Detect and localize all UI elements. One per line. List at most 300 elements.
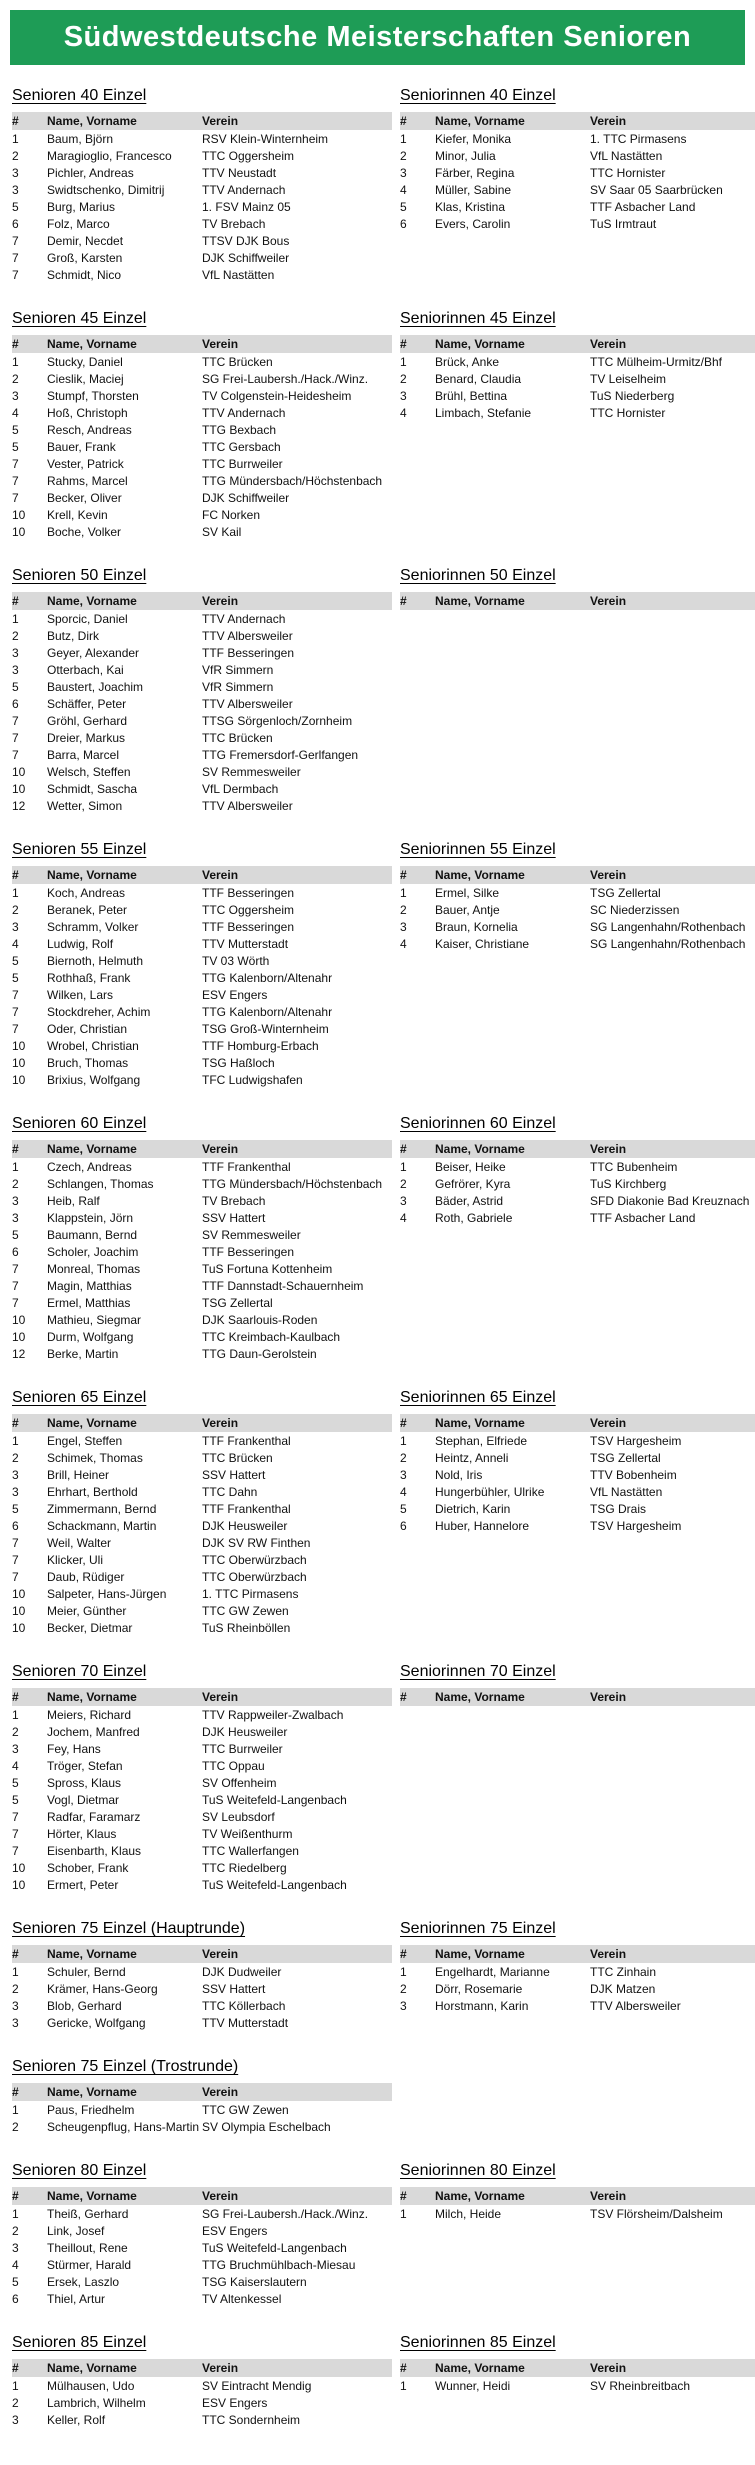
name-column-header: Name, Vorname: [47, 1142, 137, 1156]
column-right: [400, 1663, 755, 1893]
name-cell: Schäffer, Peter: [47, 696, 127, 711]
name-cell: Krell, Kevin: [47, 507, 108, 522]
table-row: [12, 1500, 392, 1517]
column-right: [400, 310, 755, 540]
club-cell: TTG Kalenborn/Altenahr: [202, 970, 333, 985]
category-section: [400, 1663, 755, 1706]
table-row: [12, 2411, 392, 2428]
name-cell: Vester, Patrick: [47, 456, 124, 471]
club-column-header: Verein: [590, 114, 627, 128]
section-title: Seniorinnen 50 Einzel: [400, 567, 556, 584]
table-body: [12, 2101, 392, 2135]
table-row: [400, 387, 755, 404]
rank-cell: 7: [12, 490, 19, 505]
name-cell: Stucky, Daniel: [47, 354, 123, 369]
rank-column-header: #: [12, 594, 19, 608]
rank-cell: 4: [400, 936, 407, 951]
table-row: [12, 232, 392, 249]
rank-cell: 2: [12, 371, 19, 386]
rank-cell: 4: [400, 405, 407, 420]
table-header-row: [12, 112, 392, 130]
table-body: [12, 1963, 392, 2031]
club-cell: TV Brebach: [202, 216, 266, 231]
rank-column-header: #: [400, 1690, 407, 1704]
name-cell: Nold, Iris: [435, 1467, 483, 1482]
name-cell: Hörter, Klaus: [47, 1826, 117, 1841]
club-cell: TTF Frankenthal: [202, 1159, 291, 1174]
column-left: [12, 1663, 400, 1893]
club-cell: VfL Nastätten: [590, 148, 663, 163]
section-title: Senioren 50 Einzel: [12, 567, 147, 584]
club-cell: TTC Riedelberg: [202, 1860, 287, 1875]
club-cell: TTC GW Zewen: [202, 1603, 289, 1618]
table-header-row: [12, 1140, 392, 1158]
table-row: [12, 1003, 392, 1020]
rank-cell: 2: [400, 1981, 407, 1996]
club-cell: TTF Besseringen: [202, 885, 295, 900]
club-cell: TuS Weitefeld-Langenbach: [202, 1792, 347, 1807]
table-row: [12, 935, 392, 952]
table-row: [12, 2205, 392, 2222]
rank-cell: 1: [12, 2206, 19, 2221]
club-cell: RSV Klein-Winternheim: [202, 131, 329, 146]
club-cell: TTG Bruchmühlbach-Miesau: [202, 2257, 356, 2272]
club-cell: TFC Ludwigshafen: [202, 1072, 303, 1087]
rank-cell: 4: [12, 405, 19, 420]
rank-cell: 2: [12, 148, 19, 163]
club-cell: DJK SV RW Finthen: [202, 1535, 311, 1550]
table-body: [400, 1432, 755, 1534]
table-header-row: [400, 1688, 755, 1706]
table-row: [12, 1328, 392, 1345]
table-row: [12, 780, 392, 797]
club-cell: TTC Hornister: [590, 165, 666, 180]
section-pair-row: [12, 1663, 755, 1893]
name-cell: Brill, Heiner: [47, 1467, 110, 1482]
rank-cell: 5: [12, 422, 19, 437]
rank-cell: 2: [400, 1176, 407, 1191]
club-cell: TV 03 Wörth: [202, 953, 270, 968]
table-row: [12, 249, 392, 266]
name-cell: Scheugenpflug, Hans-Martin: [47, 2119, 200, 2134]
club-cell: TuS Kirchberg: [590, 1176, 667, 1191]
table-row: [12, 712, 392, 729]
name-cell: Butz, Dirk: [47, 628, 100, 643]
name-cell: Klappstein, Jörn: [47, 1210, 134, 1225]
club-cell: TTF Dannstadt-Schauernheim: [202, 1278, 364, 1293]
rank-cell: 5: [12, 679, 19, 694]
rank-cell: 1: [400, 2206, 407, 2221]
rank-cell: 7: [12, 1809, 19, 1824]
rank-cell: 2: [400, 148, 407, 163]
name-cell: Brück, Anke: [435, 354, 500, 369]
club-cell: SV Remmesweiler: [202, 1227, 301, 1242]
table-header-row: [12, 2083, 392, 2101]
table-row: [12, 1876, 392, 1893]
name-column-header: Name, Vorname: [435, 2189, 525, 2203]
name-cell: Eisenbarth, Klaus: [47, 1843, 142, 1858]
rank-cell: 6: [12, 696, 19, 711]
section-title: Seniorinnen 80 Einzel: [400, 2162, 556, 2179]
name-cell: Rahms, Marcel: [47, 473, 128, 488]
club-cell: TTC Zinhain: [590, 1964, 657, 1979]
rank-cell: 1: [12, 611, 19, 626]
table-row: [400, 130, 755, 147]
table-row: [400, 1432, 755, 1449]
table-row: [400, 1158, 755, 1175]
table-body: [400, 2205, 755, 2222]
table-body: [12, 610, 392, 814]
table-row: [12, 438, 392, 455]
section-title: Senioren 40 Einzel: [12, 87, 147, 104]
category-section: [12, 1663, 392, 1893]
name-cell: Braun, Kornelia: [435, 919, 518, 934]
table-row: [12, 2014, 392, 2031]
table-row: [12, 2256, 392, 2273]
name-column-header: Name, Vorname: [47, 1690, 137, 1704]
club-cell: TTC Brücken: [202, 1450, 273, 1465]
name-cell: Groß, Karsten: [47, 250, 123, 265]
table-body: [400, 130, 755, 232]
rank-cell: 7: [12, 456, 19, 471]
club-cell: TTV Albersweiler: [202, 798, 293, 813]
rank-column-header: #: [12, 2189, 19, 2203]
club-cell: TTC Gersbach: [202, 439, 281, 454]
club-cell: TTV Andernach: [202, 182, 286, 197]
rank-cell: 7: [12, 1295, 19, 1310]
column-left: [12, 1389, 400, 1636]
table-header-row: [400, 1140, 755, 1158]
club-cell: TTV Albersweiler: [590, 1998, 681, 2013]
rank-cell: 4: [400, 182, 407, 197]
club-cell: TuS Weitefeld-Langenbach: [202, 1877, 347, 1892]
name-cell: Bauer, Frank: [47, 439, 116, 454]
category-section: [12, 87, 392, 283]
rank-column-header: #: [12, 337, 19, 351]
rank-cell: 2: [400, 902, 407, 917]
rank-cell: 2: [12, 1450, 19, 1465]
club-cell: TTV Rappweiler-Zwalbach: [202, 1707, 344, 1722]
name-cell: Wrobel, Christian: [47, 1038, 139, 1053]
table-body: [12, 1158, 392, 1362]
club-column-header: Verein: [590, 1416, 627, 1430]
name-cell: Keller, Rolf: [47, 2412, 106, 2427]
table-row: [12, 1345, 392, 1362]
club-cell: VfL Dermbach: [202, 781, 279, 796]
column-right: [400, 1920, 755, 2031]
column-right: [400, 87, 755, 283]
section-pair-row: [12, 2058, 755, 2135]
rank-cell: 10: [12, 1877, 26, 1892]
table-row: [12, 644, 392, 661]
rank-column-header: #: [400, 337, 407, 351]
category-section: [12, 310, 392, 540]
name-cell: Krämer, Hans-Georg: [47, 1981, 158, 1996]
name-cell: Durm, Wolfgang: [47, 1329, 134, 1344]
club-cell: TTG Bexbach: [202, 422, 277, 437]
table-row: [400, 164, 755, 181]
table-header-row: [400, 2359, 755, 2377]
table-row: [12, 2290, 392, 2307]
table-header-row: [12, 1414, 392, 1432]
club-column-header: Verein: [202, 1947, 239, 1961]
section-title: Seniorinnen 40 Einzel: [400, 87, 556, 104]
table-row: [12, 1277, 392, 1294]
table-row: [12, 353, 392, 370]
club-cell: ESV Engers: [202, 987, 268, 1002]
rank-column-header: #: [12, 1947, 19, 1961]
club-cell: TSG Drais: [590, 1501, 647, 1516]
rank-cell: 1: [12, 2378, 19, 2393]
table-row: [400, 1175, 755, 1192]
section-pair-row: [12, 1115, 755, 1362]
table-row: [12, 627, 392, 644]
name-cell: Vogl, Dietmar: [47, 1792, 120, 1807]
table-row: [400, 1963, 755, 1980]
name-cell: Beranek, Peter: [47, 902, 128, 917]
club-cell: TSV Hargesheim: [590, 1433, 682, 1448]
table-row: [12, 797, 392, 814]
table-row: [12, 1963, 392, 1980]
name-cell: Otterbach, Kai: [47, 662, 124, 677]
club-cell: SG Langenhahn/Rothenbach: [590, 919, 746, 934]
club-cell: SV Rheinbreitbach: [590, 2378, 691, 2393]
club-cell: TTV Bobenheim: [590, 1467, 677, 1482]
rank-cell: 10: [12, 524, 26, 539]
table-row: [12, 1158, 392, 1175]
results-table: [12, 2187, 392, 2307]
club-column-header: Verein: [590, 868, 627, 882]
rank-cell: 4: [400, 1210, 407, 1225]
name-cell: Bäder, Astrid: [435, 1193, 504, 1208]
club-cell: TTC Burrweiler: [202, 1741, 283, 1756]
club-cell: TuS Niederberg: [590, 388, 675, 403]
table-row: [12, 2118, 392, 2135]
table-body: [12, 1432, 392, 1636]
table-row: [400, 1997, 755, 2014]
club-cell: TTC GW Zewen: [202, 2102, 289, 2117]
name-cell: Tröger, Stefan: [47, 1758, 123, 1773]
table-row: [12, 2101, 392, 2118]
rank-cell: 7: [12, 233, 19, 248]
results-table: [12, 2083, 392, 2135]
club-column-header: Verein: [202, 114, 239, 128]
table-row: [12, 215, 392, 232]
category-section: [400, 1389, 755, 1534]
name-cell: Gefrörer, Kyra: [435, 1176, 511, 1191]
table-row: [12, 489, 392, 506]
rank-cell: 3: [400, 919, 407, 934]
name-cell: Theiß, Gerhard: [47, 2206, 129, 2221]
club-cell: VfL Nastätten: [590, 1484, 663, 1499]
table-row: [12, 952, 392, 969]
rank-column-header: #: [400, 594, 407, 608]
name-cell: Rothhaß, Frank: [47, 970, 131, 985]
name-cell: Berke, Martin: [47, 1346, 119, 1361]
name-cell: Theillout, Rene: [47, 2240, 128, 2255]
category-section: [400, 310, 755, 421]
section-pair-row: [12, 2334, 755, 2428]
club-cell: TV Weißenthurm: [202, 1826, 293, 1841]
rank-cell: 6: [12, 216, 19, 231]
rank-cell: 6: [12, 1518, 19, 1533]
rank-cell: 12: [12, 1346, 26, 1361]
name-cell: Cieslik, Maciej: [47, 371, 124, 386]
name-cell: Monreal, Thomas: [47, 1261, 141, 1276]
table-row: [12, 1842, 392, 1859]
club-cell: TTC Bubenheim: [590, 1159, 678, 1174]
table-header-row: [400, 2187, 755, 2205]
results-table: [400, 2359, 755, 2394]
name-cell: Daub, Rüdiger: [47, 1569, 125, 1584]
column-right: [400, 567, 755, 814]
club-cell: TSV Flörsheim/Dalsheim: [590, 2206, 723, 2221]
rank-cell: 1: [12, 131, 19, 146]
section-title: Senioren 80 Einzel: [12, 2162, 147, 2179]
name-cell: Ludwig, Rolf: [47, 936, 114, 951]
name-cell: Brühl, Bettina: [435, 388, 508, 403]
rank-cell: 2: [400, 1450, 407, 1465]
table-row: [400, 1500, 755, 1517]
club-cell: TTF Besseringen: [202, 919, 295, 934]
table-row: [12, 130, 392, 147]
table-row: [12, 746, 392, 763]
table-row: [400, 2377, 755, 2394]
name-cell: Kaiser, Christiane: [435, 936, 530, 951]
name-cell: Czech, Andreas: [47, 1159, 132, 1174]
club-cell: TSV Hargesheim: [590, 1518, 682, 1533]
club-cell: TTC Burrweiler: [202, 456, 283, 471]
name-cell: Heintz, Anneli: [435, 1450, 509, 1465]
rank-cell: 3: [12, 919, 19, 934]
rank-cell: 5: [12, 1775, 19, 1790]
club-cell: TTG Fremersdorf-Gerlfangen: [202, 747, 359, 762]
rank-cell: 10: [12, 1055, 26, 1070]
rank-cell: 7: [12, 250, 19, 265]
rank-cell: 3: [12, 1998, 19, 2013]
club-cell: TSG Zellertal: [202, 1295, 273, 1310]
name-cell: Thiel, Artur: [47, 2291, 106, 2306]
table-body: [400, 2377, 755, 2394]
table-body: [12, 130, 392, 283]
results-table: [400, 592, 755, 610]
column-left: [12, 87, 400, 283]
club-column-header: Verein: [202, 1142, 239, 1156]
name-cell: Resch, Andreas: [47, 422, 132, 437]
club-cell: TuS Weitefeld-Langenbach: [202, 2240, 347, 2255]
rank-cell: 1: [400, 2378, 407, 2393]
category-section: [12, 2334, 392, 2428]
table-row: [12, 918, 392, 935]
results-page: [0, 10, 755, 2428]
table-row: [12, 1209, 392, 1226]
rank-cell: 7: [12, 1535, 19, 1550]
club-cell: TV Leiselheim: [590, 371, 667, 386]
name-cell: Bauer, Antje: [435, 902, 500, 917]
table-row: [400, 370, 755, 387]
name-cell: Zimmermann, Bernd: [47, 1501, 157, 1516]
section-title: Senioren 70 Einzel: [12, 1663, 147, 1680]
rank-cell: 5: [12, 953, 19, 968]
club-cell: TTC Oggersheim: [202, 902, 295, 917]
name-cell: Schlangen, Thomas: [47, 1176, 154, 1191]
table-row: [12, 1020, 392, 1037]
name-cell: Folz, Marco: [47, 216, 110, 231]
rank-cell: 7: [12, 1843, 19, 1858]
section-title: Seniorinnen 55 Einzel: [400, 841, 556, 858]
club-cell: TTV Albersweiler: [202, 696, 293, 711]
name-cell: Stürmer, Harald: [47, 2257, 132, 2272]
club-cell: 1. FSV Mainz 05: [202, 199, 291, 214]
column-right: [400, 2058, 755, 2135]
name-cell: Radfar, Faramarz: [47, 1809, 141, 1824]
name-cell: Schober, Frank: [47, 1860, 129, 1875]
table-row: [12, 969, 392, 986]
club-cell: TTC Hornister: [590, 405, 666, 420]
rank-cell: 1: [12, 1707, 19, 1722]
rank-cell: 1: [12, 1433, 19, 1448]
name-cell: Burg, Marius: [47, 199, 116, 214]
table-row: [12, 1551, 392, 1568]
name-column-header: Name, Vorname: [47, 2085, 137, 2099]
name-cell: Meier, Günther: [47, 1603, 127, 1618]
section-title: Seniorinnen 60 Einzel: [400, 1115, 556, 1132]
name-cell: Scholer, Joachim: [47, 1244, 139, 1259]
club-cell: TuS Fortuna Kottenheim: [202, 1261, 333, 1276]
club-cell: ESV Engers: [202, 2395, 268, 2410]
club-column-header: Verein: [202, 2085, 239, 2099]
name-cell: Baustert, Joachim: [47, 679, 144, 694]
club-cell: TTV Mutterstadt: [202, 936, 289, 951]
name-column-header: Name, Vorname: [435, 594, 525, 608]
table-header-row: [400, 866, 755, 884]
name-cell: Limbach, Stefanie: [435, 405, 532, 420]
name-cell: Mathieu, Siegmar: [47, 1312, 142, 1327]
club-cell: TV Brebach: [202, 1193, 266, 1208]
category-section: [400, 567, 755, 610]
club-cell: TTV Albersweiler: [202, 628, 293, 643]
section-title: Senioren 85 Einzel: [12, 2334, 147, 2351]
rank-cell: 5: [12, 1792, 19, 1807]
name-cell: Bruch, Thomas: [47, 1055, 129, 1070]
category-section: [12, 567, 392, 814]
results-table: [12, 592, 392, 814]
table-row: [12, 729, 392, 746]
rank-cell: 7: [12, 713, 19, 728]
club-cell: TTC Mülheim-Urmitz/Bhf: [590, 354, 723, 369]
category-section: [400, 87, 755, 232]
club-column-header: Verein: [202, 337, 239, 351]
name-cell: Hoß, Christoph: [47, 405, 128, 420]
rank-column-header: #: [12, 114, 19, 128]
table-row: [400, 181, 755, 198]
club-cell: SV Saar 05 Saarbrücken: [590, 182, 723, 197]
rank-column-header: #: [12, 1416, 19, 1430]
table-row: [400, 1483, 755, 1500]
table-row: [12, 1568, 392, 1585]
table-row: [12, 1294, 392, 1311]
name-column-header: Name, Vorname: [435, 2361, 525, 2375]
column-left: [12, 567, 400, 814]
name-cell: Paus, Friedhelm: [47, 2102, 135, 2117]
name-cell: Schmidt, Nico: [47, 267, 122, 282]
table-body: [400, 1158, 755, 1226]
rank-cell: 10: [12, 1603, 26, 1618]
rank-cell: 3: [400, 388, 407, 403]
table-row: [12, 2222, 392, 2239]
name-cell: Welsch, Steffen: [47, 764, 131, 779]
results-table: [12, 866, 392, 1088]
